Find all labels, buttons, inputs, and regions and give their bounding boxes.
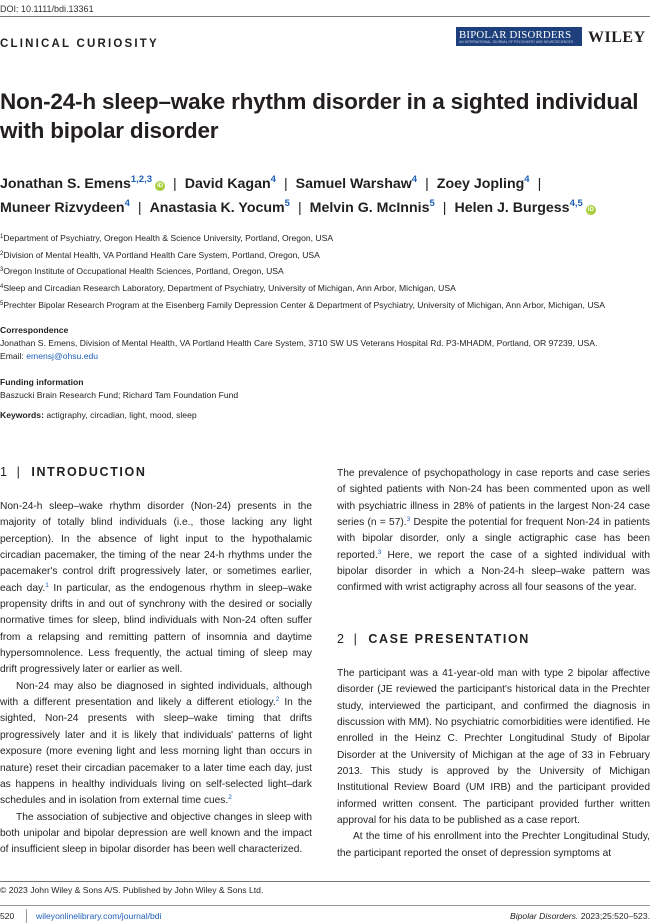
author[interactable]: Anastasia K. Yocum$^5$ [149,198,290,216]
author-separator: | [425,176,429,192]
email-link[interactable]: emensj@ohsu.edu [26,351,99,361]
citation-ref[interactable]: 3 [406,516,411,524]
left-column [0,499,312,859]
author[interactable]: Muneer Rizvydeen$^4$ [0,198,130,216]
journal-name: BIPOLAR DISORDERS [459,29,572,41]
right-column-top [337,466,650,597]
author[interactable]: Samuel Warshaw$^4$ [295,174,418,192]
citation-ref[interactable]: 1 [45,581,49,589]
funding-text: Baszucki Brain Research Fund; Richard Tam Foundation Fund [0,390,239,400]
correspondence-text: Jonathan S. Emens, Division of Mental Health, VA Portland Health Care System, 3710 SW US Veterans Hospital Rd. P3-MHADM, Portland, OR 97239, USA. [0,338,598,348]
author-separator: | [173,176,177,192]
page-number: 520 [0,911,15,921]
right-column-bottom [337,666,650,862]
correspondence-email: Email: emensj@ohsu.edu [0,351,99,361]
author-separator: | [297,200,302,216]
author-separator: | [137,200,142,216]
citation-ref[interactable]: 2 [228,794,232,802]
funding-heading: Funding information [0,377,84,387]
journal-link[interactable]: wileyonlinelibrary.com/journal/bdi [36,911,162,921]
author-separator: | [283,176,288,192]
doi: DOI: 10.1111/bdi.13361 [0,4,94,14]
copyright: © 2023 John Wiley & Sons A/S. Published by John Wiley & Sons Ltd. [0,885,264,895]
orcid-icon[interactable]: iD [157,183,164,189]
top-rule [0,16,650,17]
section-heading-introduction: 1 | INTRODUCTION [0,465,147,479]
author[interactable]: Melvin G. McInnis$^5$ [309,198,435,216]
paragraph: At the time of his enrollment into the Prechter Longitudinal Study, the participant reported the onset of depression symptoms at [337,831,650,859]
paragraph: The participant was a 41-year-old man with type 2 bipolar affective disorder (JE reviewed the participant's historical data in the Prechter study, interviewed the participant, and confirmed the diagnosis in discussion with MM). No psychiatric comorbidities were identified. He enrolled in the Heinz C. Prechter Longitudinal Study of Bipolar Disorder at the University of Michigan at the age of 33 in February 2013. This study is approved by the University of Michigan Institutional Review Board (UM IRB) and the participant provided informed written consent. The participant provided further written approval for his data to be published as a case report. [337,668,650,827]
citation-ref[interactable]: 2 [275,696,280,704]
footer-separator [26,909,27,923]
paragraph: Non-24 may also be diagnosed in sighted individuals, although with a different presentation and likely a different etiology.$^2$ In the sighted, Non-24 presents with sleep–wake timing that drifts progressively later and it is likely that individuals' patterns of light exposure (more evening light and less morning light than occurs in nature) reset their circadian pacemaker to a later time each day, just as happens in healthy individuals living on self-selected light–dark schedules and in isolation from external time cues.$^2$ [0,680,312,807]
author[interactable]: Zoey Jopling$^4$ [436,174,530,192]
journal-logo[interactable] [456,27,582,46]
article-category: CLINICAL CURIOSITY [0,38,159,50]
author-separator: | [442,200,447,216]
correspondence-heading: Correspondence [0,325,69,335]
author[interactable]: David Kagan$^4$ [184,174,276,192]
author-separator: | [537,176,542,192]
author[interactable]: Helen J. Burgess$^{4,5}$iD [454,198,594,216]
affiliation: $^3$Oregon Institute of Occupational Health Sciences, Portland, Oregon, USA [0,266,284,276]
orcid-icon[interactable]: iD [587,207,594,213]
affiliation: $^1$Department of Psychiatry, Oregon Health & Science University, Portland, Oregon, USA [0,233,334,243]
bottom-rule [0,881,650,882]
citation-ref[interactable]: 3 [377,548,382,556]
authors-line-2 [0,198,596,216]
affiliation: $^4$Sleep and Circadian Research Laboratory, Department of Psychiatry, University of Michigan, Ann Arbor, Michigan, USA [0,283,456,293]
paragraph: The association of subjective and objective changes in sleep with both unipolar and bipolar depression are well known and the impact of insufficient sleep in bipolar disorder has been well characterized. [0,811,312,856]
paragraph: The prevalence of psychopathology in case reports and case series of sighted patients with Non-24 has been commented upon as well with psychiatric illness in 28% of patients in the largest Non-24 case series (n = 57).$^3$ Despite the potential for frequent Non-24 in patients with bipolar disorder, only a single actigraphic case has been reported.$^3$ Here, we report the case of a sighted individual with bipolar disorder in which a Non-24-h sleep–wake pattern was confirmed with wrist actigraphy across all four seasons of the year. [337,468,650,594]
keywords: Keywords: actigraphy, circadian, light, mood, sleep [0,410,197,420]
paragraph: Non-24-h sleep–wake rhythm disorder (Non-24) presents in the majority of totally blind individuals (i.e., those lacking any light perception). In the absence of light input to the hypothalamic circadian pacemaker, the timing of the near 24-h rhythms under the pacemaker's control drift progressively later, or sometimes earlier, each day.$^1$ In particular, as the endogenous rhythm in sleep–wake propensity drifts in and out of synchrony with the desired or socially normative times for sleep, blind individuals with Non-24 often suffer from a relapsing and remitting pattern of insomnia and daytime hypersomnolence. Less frequently, the actual timing of sleep may drift progressively later or earlier as well. [0,501,313,676]
publisher-logo[interactable]: WILEY [588,29,646,46]
footer-citation: Bipolar Disorders. 2023;25:520–523. [510,911,650,921]
affiliation: $^2$Division of Mental Health, VA Portland Health Care System, Portland, Oregon, USA [0,250,320,260]
authors-line-1 [0,174,549,192]
affiliation: $^5$Prechter Bipolar Research Program at the Eisenberg Family Depression Center & Department of Psychiatry, University of Michigan, Ann Arbor, Michigan, USA [0,300,606,310]
footer-rule [0,905,650,906]
journal-subtitle: AN INTERNATIONAL JOURNAL OF PSYCHIATRY AND NEUROSCIENCES [459,40,574,44]
author[interactable]: Jonathan S. Emens$^{1,2,3}$iD [0,174,164,192]
section-heading-case-presentation: 2 | CASE PRESENTATION [337,632,530,646]
article-title: Non-24-h sleep–wake rhythm disorder in a sighted individual with bipolar disorder [0,89,639,143]
